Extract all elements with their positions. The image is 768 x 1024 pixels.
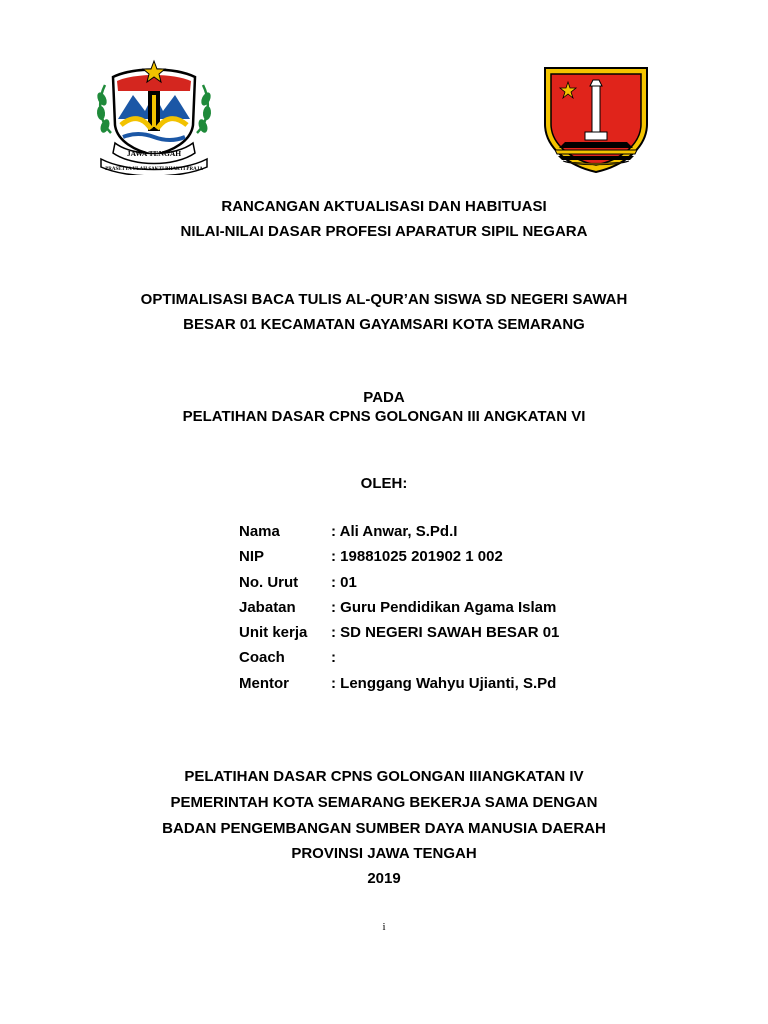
identity-row-no-urut xyxy=(239,574,559,599)
page-number: i xyxy=(382,921,386,933)
footer-year: 2019 xyxy=(367,870,401,887)
footer-line-2: PEMERINTAH KOTA SEMARANG BEKERJA SAMA DENGAN xyxy=(170,794,598,811)
identity-row-coach xyxy=(239,649,559,674)
subject-line-1: OPTIMALISASI BACA TULIS AL-QUR’AN SISWA SD NEGERI SAWAH xyxy=(140,291,628,308)
subject-line-2: BESAR 01 KECAMATAN GAYAMSARI KOTA SEMARANG xyxy=(183,316,585,333)
identity-row-jabatan xyxy=(239,599,559,624)
identity-value: : SD NEGERI SAWAH BESAR 01 xyxy=(331,624,560,642)
emblem-motto-text: PRASETYA ULAH SAKTI BHAKTI PRAJA xyxy=(105,167,203,172)
event-line-2: PELATIHAN DASAR CPNS GOLONGAN III ANGKATAN VI xyxy=(182,408,586,425)
identity-value: : xyxy=(331,649,336,667)
identity-row-unit-kerja xyxy=(239,624,559,649)
kota-semarang-emblem-logo xyxy=(541,64,651,174)
footer-line-3: BADAN PENGEMBANGAN SUMBER DAYA MANUSIA DAERAH xyxy=(162,820,606,837)
identity-label: NIP xyxy=(239,548,265,566)
document-title-line-1: RANCANGAN AKTUALISASI DAN HABITUASI xyxy=(221,198,547,215)
identity-label: Mentor xyxy=(239,674,289,692)
jawa-tengah-emblem-logo xyxy=(93,55,215,175)
identity-row-nip xyxy=(239,548,559,573)
identity-row-mentor xyxy=(239,675,559,700)
author-heading: OLEH: xyxy=(360,475,408,492)
identity-value: : Guru Pendidikan Agama Islam xyxy=(331,598,557,616)
document-title-line-2: NILAI-NILAI DASAR PROFESI APARATUR SIPIL NEGARA xyxy=(180,223,588,240)
identity-value: : 01 xyxy=(331,573,357,591)
identity-label: Unit kerja xyxy=(239,624,308,642)
emblem-ribbon-text: JAWA TENGAH xyxy=(126,149,182,158)
footer-line-1: PELATIHAN DASAR CPNS GOLONGAN IIIANGKATAN IV xyxy=(184,768,584,785)
identity-row-nama xyxy=(239,523,559,548)
identity-label: Nama xyxy=(239,523,280,540)
footer-line-4: PROVINSI JAWA TENGAH xyxy=(291,845,477,862)
identity-value: : 19881025 201902 1 002 xyxy=(331,548,503,566)
identity-value: : Lenggang Wahyu Ujianti, S.Pd xyxy=(331,674,557,692)
identity-label: Jabatan xyxy=(239,598,296,616)
identity-table xyxy=(239,523,559,700)
identity-label: No. Urut xyxy=(239,573,299,591)
event-line-1: PADA xyxy=(363,389,405,406)
identity-label: Coach xyxy=(239,649,285,667)
identity-value: : Ali Anwar, S.Pd.I xyxy=(331,523,458,540)
